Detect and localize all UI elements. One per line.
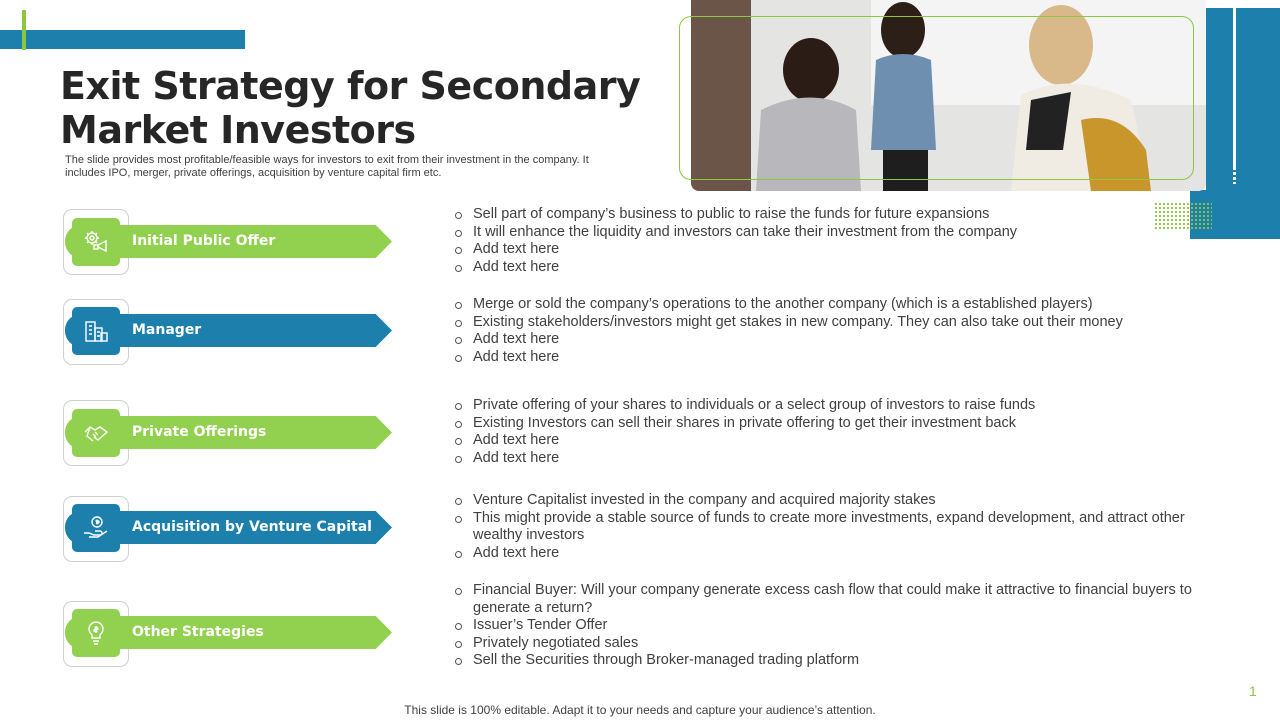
list-item: Add text here (455, 331, 1200, 349)
top-accent-line (22, 10, 26, 50)
row-label-private: Private Offerings (132, 424, 267, 440)
row-bullets-private (455, 397, 1200, 467)
row-label-manager: Manager (132, 322, 202, 338)
list-item: It will enhance the liquidity and investors can take their investment from the company (455, 224, 1200, 242)
page-subtitle: The slide provides most profitable/feasible ways for investors to exit from their investment in the company. It includes IPO, merger, private offerings, acquisition by venture capital firm etc. (65, 154, 589, 179)
list-item: Add text here (455, 450, 1200, 468)
row-bullets-manager (455, 296, 1200, 366)
hand-coin-icon (72, 504, 120, 552)
list-item: Sell part of company’s business to public to raise the funds for future expansions (455, 206, 1200, 224)
photo-green-frame (679, 16, 1194, 180)
top-accent-bar (0, 30, 245, 49)
list-item: Add text here (455, 432, 1200, 450)
page-title: Exit Strategy for Secondary Market Investors (60, 64, 641, 152)
list-item: Add text here (455, 349, 1200, 367)
list-item: Existing stakeholders/investors might get stakes in new company. They can also take out their money (455, 314, 1200, 332)
gears-megaphone-icon (72, 218, 120, 266)
right-vertical-dotted-line (1233, 172, 1236, 184)
row-bullets-acquisition (455, 492, 1200, 562)
right-blue-panel (1206, 8, 1280, 239)
list-item: Existing Investors can sell their shares in private offering to get their investment back (455, 415, 1200, 433)
list-item: Merge or sold the company’s operations to the another company (which is a established players) (455, 296, 1200, 314)
right-vertical-line (1233, 0, 1236, 170)
list-item: Venture Capitalist invested in the company and acquired majority stakes (455, 492, 1200, 510)
row-bullets-other (455, 582, 1200, 670)
list-item: Add text here (455, 259, 1200, 277)
lightbulb-dollar-icon (72, 609, 120, 657)
buildings-icon (72, 307, 120, 355)
footer-note: This slide is 100% editable. Adapt it to your needs and capture your audience’s attention. (404, 703, 876, 717)
list-item: Add text here (455, 241, 1200, 259)
list-item: Add text here (455, 545, 1200, 563)
list-item: This might provide a stable source of funds to create more investments, expand development, and attract other wealthy investors (455, 510, 1200, 545)
row-label-other: Other Strategies (132, 624, 264, 640)
row-bullets-ipo (455, 206, 1200, 276)
list-item: Sell the Securities through Broker-managed trading platform (455, 652, 1200, 670)
list-item: Financial Buyer: Will your company generate excess cash flow that could make it attractive to financial buyers to generate a return? (455, 582, 1200, 617)
handshake-icon (72, 409, 120, 457)
list-item: Privately negotiated sales (455, 635, 1200, 653)
row-label-acquisition: Acquisition by Venture Capital (132, 519, 372, 535)
list-item: Private offering of your shares to individuals or a select group of investors to raise funds (455, 397, 1200, 415)
page-number: 1 (1249, 683, 1257, 699)
row-label-ipo: Initial Public Offer (132, 233, 276, 249)
list-item: Issuer’s Tender Offer (455, 617, 1200, 635)
